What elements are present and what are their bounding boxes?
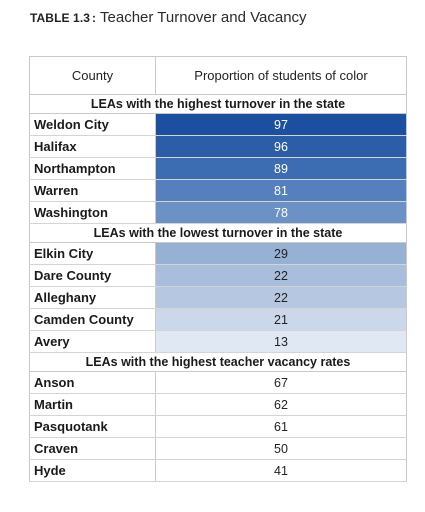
table-row [30, 180, 407, 202]
proportion-value-cell: 97 [156, 114, 407, 136]
proportion-value-cell: 81 [156, 180, 407, 202]
county-name-cell: Hyde [30, 460, 156, 482]
county-name-cell: Washington [30, 202, 156, 224]
turnover-table [29, 56, 407, 482]
proportion-value-cell: 67 [156, 372, 407, 394]
county-name-cell: Warren [30, 180, 156, 202]
county-name-cell: Pasquotank [30, 416, 156, 438]
column-header-proportion: Proportion of students of color [156, 57, 407, 95]
table-title [30, 9, 307, 29]
table-row [30, 438, 407, 460]
table-row [30, 114, 407, 136]
table-row [30, 309, 407, 331]
proportion-value-cell: 96 [156, 136, 407, 158]
proportion-value-cell: 62 [156, 394, 407, 416]
section-heading-row [30, 224, 407, 243]
table-row [30, 158, 407, 180]
table-row [30, 265, 407, 287]
table-number: TABLE 1.3 [30, 11, 91, 25]
title-separator: : [92, 11, 97, 25]
county-name-cell: Alleghany [30, 287, 156, 309]
table-row [30, 372, 407, 394]
section-heading-row [30, 95, 407, 114]
proportion-value-cell: 50 [156, 438, 407, 460]
table-row [30, 243, 407, 265]
table-row [30, 416, 407, 438]
section-heading-row [30, 353, 407, 372]
county-name-cell: Anson [30, 372, 156, 394]
proportion-value-cell: 22 [156, 287, 407, 309]
proportion-value-cell: 89 [156, 158, 407, 180]
table-row [30, 394, 407, 416]
table-title-text: Teacher Turnover and Vacancy [100, 9, 307, 26]
proportion-value-cell: 78 [156, 202, 407, 224]
column-header-county: County [30, 57, 156, 95]
county-name-cell: Northampton [30, 158, 156, 180]
table-row [30, 460, 407, 482]
table-row [30, 331, 407, 353]
county-name-cell: Craven [30, 438, 156, 460]
table-row [30, 136, 407, 158]
proportion-value-cell: 22 [156, 265, 407, 287]
table-body [30, 95, 407, 482]
county-name-cell: Martin [30, 394, 156, 416]
county-name-cell: Weldon City [30, 114, 156, 136]
proportion-value-cell: 13 [156, 331, 407, 353]
table-row [30, 202, 407, 224]
county-name-cell: Dare County [30, 265, 156, 287]
section-heading: LEAs with the highest turnover in the state [30, 95, 407, 114]
proportion-value-cell: 61 [156, 416, 407, 438]
county-name-cell: Avery [30, 331, 156, 353]
table-row [30, 287, 407, 309]
proportion-value-cell: 29 [156, 243, 407, 265]
section-heading: LEAs with the lowest turnover in the state [30, 224, 407, 243]
county-name-cell: Camden County [30, 309, 156, 331]
county-name-cell: Elkin City [30, 243, 156, 265]
proportion-value-cell: 41 [156, 460, 407, 482]
county-name-cell: Halifax [30, 136, 156, 158]
section-heading: LEAs with the highest teacher vacancy rates [30, 353, 407, 372]
table-header-row [30, 57, 407, 95]
proportion-value-cell: 21 [156, 309, 407, 331]
